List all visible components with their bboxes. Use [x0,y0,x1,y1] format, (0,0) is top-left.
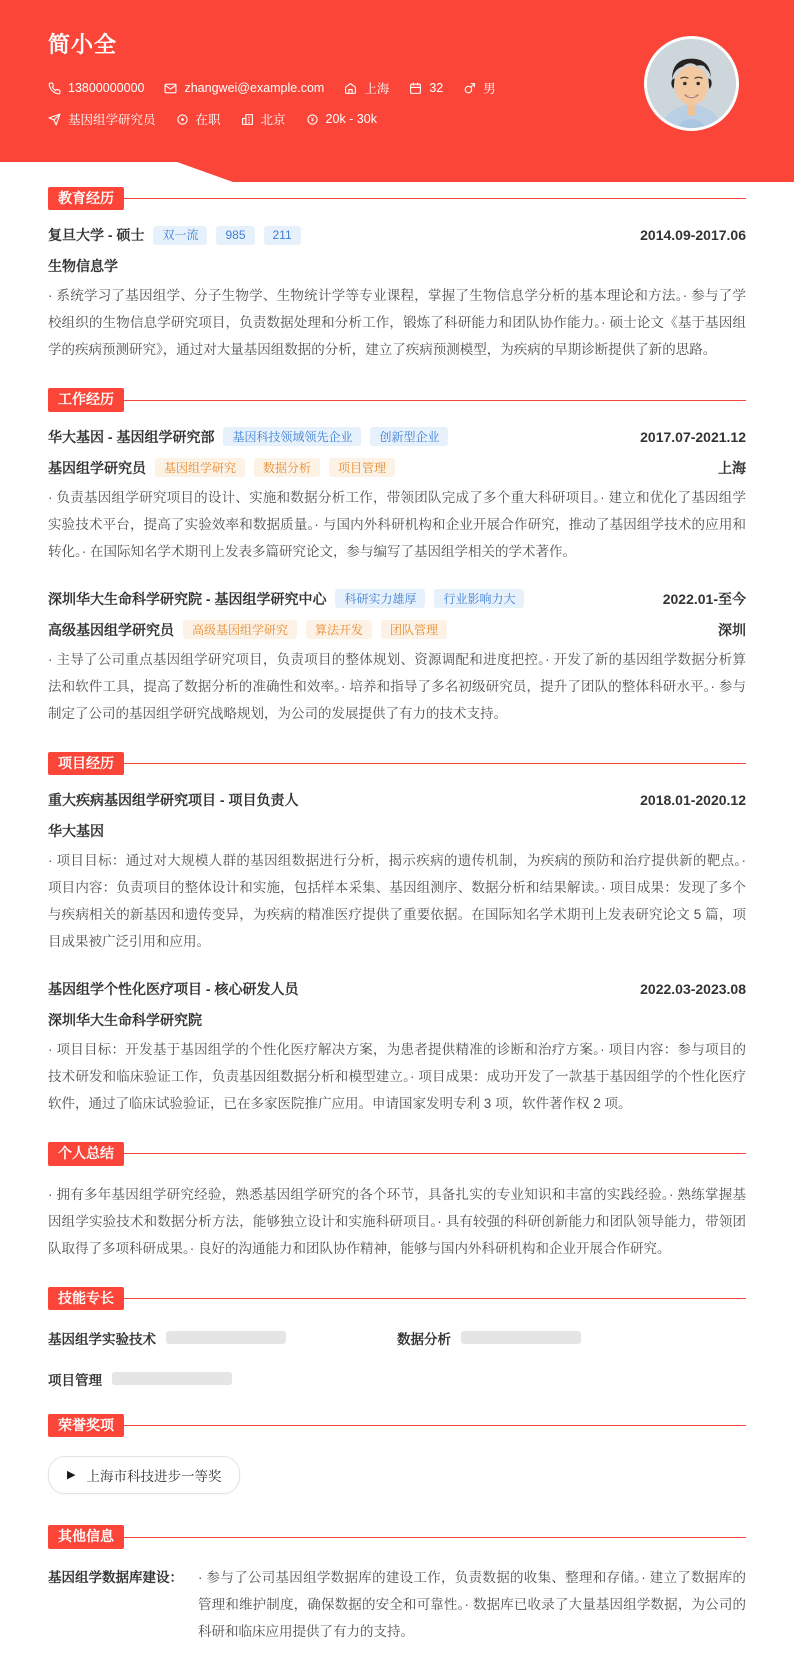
section-projects [48,752,746,1117]
skill-name: 基因组学实验技术 [48,1331,156,1347]
city-item [344,79,389,97]
school-tag: 211 [264,226,301,245]
project-org: 华大基因 [48,823,104,840]
section-honors [48,1414,746,1500]
gender-item [463,79,496,97]
position-tag: 项目管理 [329,458,395,477]
section-badge: 其他信息 [48,1525,124,1548]
honor-name: 上海市科技进步一等奖 [86,1469,222,1485]
project-date: 2022.03-2023.08 [640,981,746,998]
phone-icon [48,82,61,95]
other-info-label: 基因组学数据库建设： [48,1569,183,1585]
age-item [409,81,443,95]
project-date: 2018.01-2020.12 [640,792,746,809]
section-badge: 个人总结 [48,1142,124,1165]
work-entry-head [48,589,746,609]
home-icon [344,82,357,95]
education-entry-head [48,225,746,245]
skill-item [397,1328,746,1348]
work-description: · 负责基因组学研究项目的设计、实施和数据分析工作，带领团队完成了多个重大科研项目。· 建立和优化了基因组学实验技术平台，提高了实验效率和数据质量。· 与国内外科研机构和企业开展合作研究，推动了基因组学技术的应用和转化。· 在国际知名学术期刊上发表多篇研究论文，参与编写了基因组学相关的学术著作。 [48,489,746,559]
major: 生物信息学 [48,258,118,275]
project-name: 基因组学个性化医疗项目 - 核心研发人员 [48,981,299,998]
gender-value: 男 [483,82,496,96]
section-education [48,187,746,363]
skill-name: 项目管理 [48,1372,102,1388]
work-city-item [241,110,286,128]
position-tag: 数据分析 [254,458,320,477]
status-item [176,110,221,128]
position-tag: 算法开发 [306,620,372,639]
work-city-value: 北京 [260,113,286,127]
work-entry [48,427,746,565]
section-header [48,1287,746,1310]
company-tag: 创新型企业 [370,427,448,446]
status-icon [176,113,189,126]
project-description: · 项目目标：开发基于基因组学的个性化医疗解决方案，为患者提供精准的诊断和治疗方案。· 项目内容：参与项目的技术研发和临床验证工作，负责基因组数据分析和模型建立。· 项目成果：成功开发了一款基于基因组学的个性化医疗软件，通过了临床试验验证，已在多家医院推广应用。申请国家发明专利 3 项，软件著作权 2 项。 [48,1042,746,1112]
company-tag: 科研实力雄厚 [335,589,425,608]
section-badge: 工作经历 [48,388,124,411]
section-header [48,1414,746,1437]
company-name: 深圳华大生命科学研究院 - 基因组学研究中心 [48,590,327,607]
status-value: 在职 [195,113,221,127]
project-org-row [48,821,746,841]
other-info-description: · 参与了公司基因组学数据库的建设工作，负责数据的收集、整理和存储。· 建立了数据库的管理和维护制度，确保数据的安全和可靠性。· 数据库已收录了大量基因组学数据，为公司的科研和临床应用提供了有力的支持。 [198,1569,746,1639]
work-entry [48,589,746,727]
section-badge: 项目经历 [48,752,124,775]
phone-value: 13800000000 [68,81,145,95]
project-org: 深圳华大生命科学研究院 [48,1012,202,1029]
section-header [48,752,746,775]
skill-item [48,1328,397,1348]
skills-grid [48,1328,746,1389]
resume-body [0,187,794,1657]
position-tag: 高级基因组学研究 [183,620,297,639]
contact-row-1 [48,79,746,97]
honor-card [48,1456,240,1494]
work-entry-head [48,427,746,447]
phone-item [48,81,144,95]
project-description: · 项目目标：通过对大规模人群的基因组数据进行分析，揭示疾病的遗传机制，为疾病的预防和治疗提供新的靶点。· 项目内容：负责项目的整体设计和实施，包括样本采集、基因组测序、数据分析和结果解读。· 项目成果：发现了多个与疾病相关的新基因和遗传变异，为疾病的精准医疗提供了重要依据。在国际知名学术期刊上发表研究论文 5 篇，项目成果被广泛引用和应用。 [48,853,746,950]
salary-item [306,112,377,126]
work-location: 深圳 [718,621,746,638]
section-skills [48,1287,746,1389]
section-summary [48,1142,746,1261]
company-name: 华大基因 - 基因组学研究部 [48,428,215,445]
company-tag: 行业影响力大 [434,589,524,608]
work-location: 上海 [718,459,746,476]
project-entry-head [48,790,746,810]
school-name: 复旦大学 - 硕士 [48,227,145,244]
salary-icon [306,113,319,126]
gender-icon [463,82,476,95]
work-position-row [48,620,746,640]
section-badge: 荣誉奖项 [48,1414,124,1437]
email-value: zhangwei@example.com [184,81,325,95]
email-item [164,81,324,95]
skill-bar [461,1331,581,1344]
skill-name: 数据分析 [397,1331,451,1347]
mail-icon [164,82,177,95]
work-date: 2017.07-2021.12 [640,428,746,445]
project-entry-head [48,979,746,999]
section-line [124,400,746,401]
school-tag: 双一流 [153,226,207,245]
position-tag: 基因组学研究 [155,458,245,477]
project-entry [48,790,746,955]
section-line [124,763,746,764]
section-badge: 技能专长 [48,1287,124,1310]
city-value: 上海 [364,82,390,96]
skill-bar [112,1372,232,1385]
education-description: · 系统学习了基因组学、分子生物学、生物统计学等专业课程，掌握了生物信息学分析的基本理论和方法。· 参与了学校组织的生物信息学研究项目，负责数据处理和分析工作，锻炼了科研能力和团队协作能力。· 硕士论文《基于基因组学的疾病预测研究》，通过对大量基因组数据的分析，建立了疾病预测模型，为疾病的早期诊断提供了新的思路。 [48,288,746,358]
job-value: 基因组学研究员 [68,113,156,127]
section-header [48,388,746,411]
skill-bar [166,1331,286,1344]
summary-description: · 拥有多年基因组学研究经验，熟悉基因组学研究的各个环节，具备扎实的专业知识和丰富的实践经验。· 熟练掌握基因组学实验技术和数据分析方法，能够独立设计和实施科研项目。· 具有较强的科研创新能力和团队领导能力，带领团队取得了多项科研成果。· 良好的沟通能力和团队协作精神，能够与国内外科研机构和企业开展合作研究。 [48,1186,746,1256]
education-major-row [48,256,746,276]
position-tag: 团队管理 [381,620,447,639]
project-entry [48,979,746,1117]
education-date: 2014.09-2017.06 [640,227,746,244]
section-line [124,1425,746,1426]
section-work [48,388,746,726]
project-org-row [48,1010,746,1030]
section-header [48,1525,746,1548]
building-icon [241,113,254,126]
company-tag: 基因科技领域领先企业 [223,427,361,446]
paper-plane-icon [48,113,61,126]
section-header [48,1142,746,1165]
section-other [48,1525,746,1644]
age-value: 32 [429,81,444,95]
work-position-row [48,458,746,478]
job-item [48,110,156,128]
section-line [124,1298,746,1299]
section-badge: 教育经历 [48,187,124,210]
position-name: 基因组学研究员 [48,459,146,476]
other-info-row [48,1564,746,1645]
position-name: 高级基因组学研究员 [48,621,174,638]
svg-text:¥: ¥ [310,117,314,124]
school-tag: 985 [216,226,254,245]
calendar-icon [409,82,422,95]
avatar-illustration [647,39,736,128]
header [0,0,794,182]
skill-item [48,1369,397,1389]
project-name: 重大疾病基因组学研究项目 - 项目负责人 [48,792,299,809]
section-line [124,198,746,199]
avatar [644,36,739,131]
name: 简小全 [48,32,118,57]
salary-value: 20k - 30k [325,112,377,126]
play-triangle-icon: ▶ [67,1468,76,1481]
section-line [124,1153,746,1154]
section-line [124,1537,746,1538]
work-description: · 主导了公司重点基因组学研究项目，负责项目的整体规划、资源调配和进度把控。· 开发了新的基因组学数据分析算法和软件工具，提高了数据分析的准确性和效率。· 培养和指导了多名初级研究员，提升了团队的整体科研水平。· 参与制定了公司的基因组学研究战略规划，为公司的发展提供了有力的技术支持。 [48,651,746,721]
contact-row-2 [48,110,746,128]
work-date: 2022.01-至今 [662,590,746,607]
section-header [48,187,746,210]
